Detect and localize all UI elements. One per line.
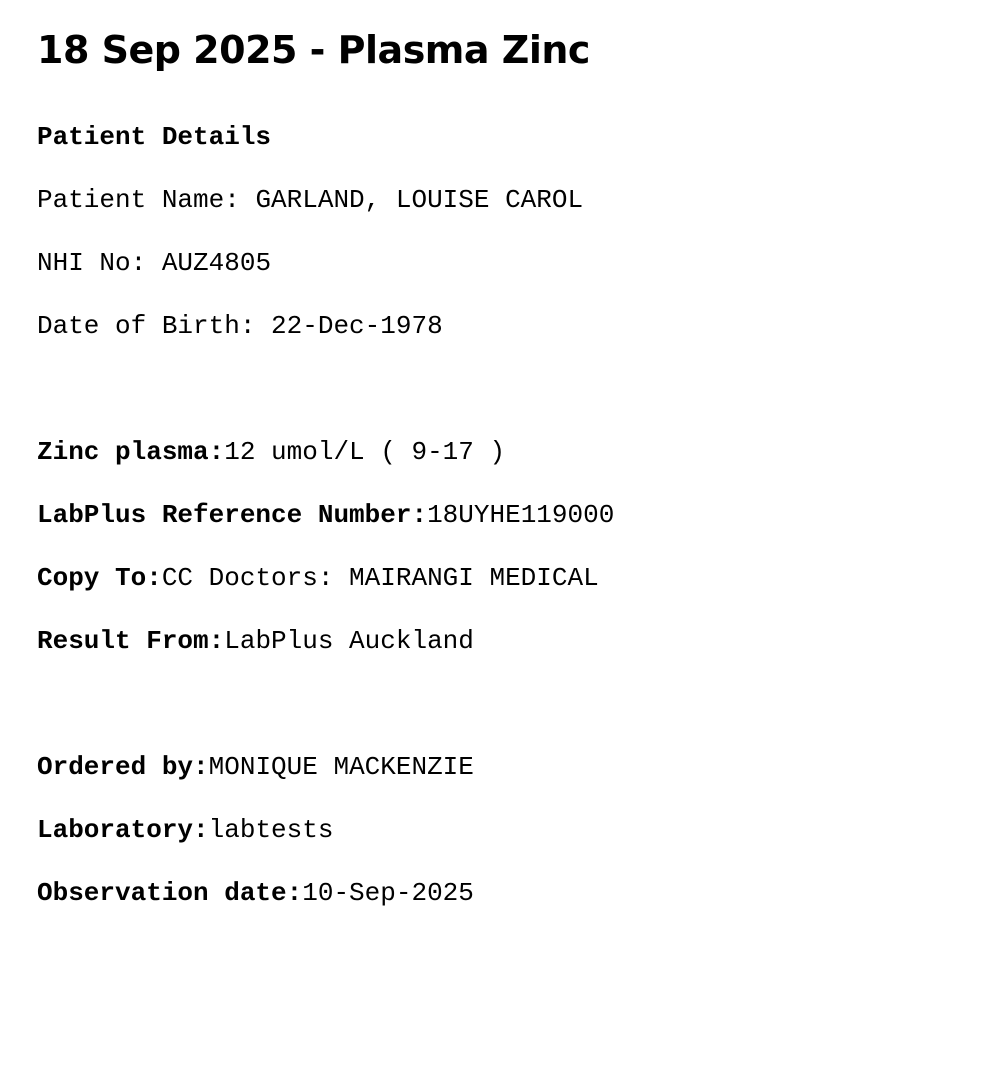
zinc-label: Zinc plasma: [37,437,225,467]
observation-date-label: Observation date: [37,878,303,908]
result-from-value: LabPlus Auckland [224,626,474,656]
copy-to-value: CC Doctors: MAIRANGI MEDICAL [161,563,599,593]
observation-date-row [37,878,970,908]
copy-to-label: Copy To: [37,563,162,593]
reference-number-value: 18UYHE119000 [427,500,615,530]
patient-name-value: GARLAND, LOUISE CAROL [255,185,584,215]
result-from-label: Result From: [37,626,225,656]
zinc-value: 12 umol/L ( 9-17 ) [224,437,506,467]
observation-date-value: 10-Sep-2025 [302,878,474,908]
nhi-value: AUZ4805 [161,248,272,278]
reference-number-row [37,500,970,530]
order-section [37,752,970,908]
dob-label: Date of Birth: [37,311,272,341]
patient-details-section [37,122,970,341]
laboratory-label: Laboratory: [37,815,209,845]
laboratory-row [37,815,970,845]
ordered-by-label: Ordered by: [37,752,209,782]
zinc-result-row [37,437,970,467]
patient-name-row [37,185,970,215]
reference-number-label: LabPlus Reference Number: [37,500,428,530]
nhi-row [37,248,970,278]
lab-result-document [37,24,970,908]
result-section [37,437,970,656]
result-from-row [37,626,970,656]
laboratory-value: labtests [208,815,334,845]
page-title: 18 Sep 2025 - Plasma Zinc [37,28,590,72]
dob-value: 22-Dec-1978 [271,311,443,341]
patient-name-label: Patient Name: [37,185,256,215]
ordered-by-row [37,752,970,782]
dob-row [37,311,970,341]
ordered-by-value: MONIQUE MACKENZIE [208,752,474,782]
nhi-label: NHI No: [37,248,162,278]
patient-details-heading: Patient Details [37,122,272,152]
copy-to-row [37,563,970,593]
